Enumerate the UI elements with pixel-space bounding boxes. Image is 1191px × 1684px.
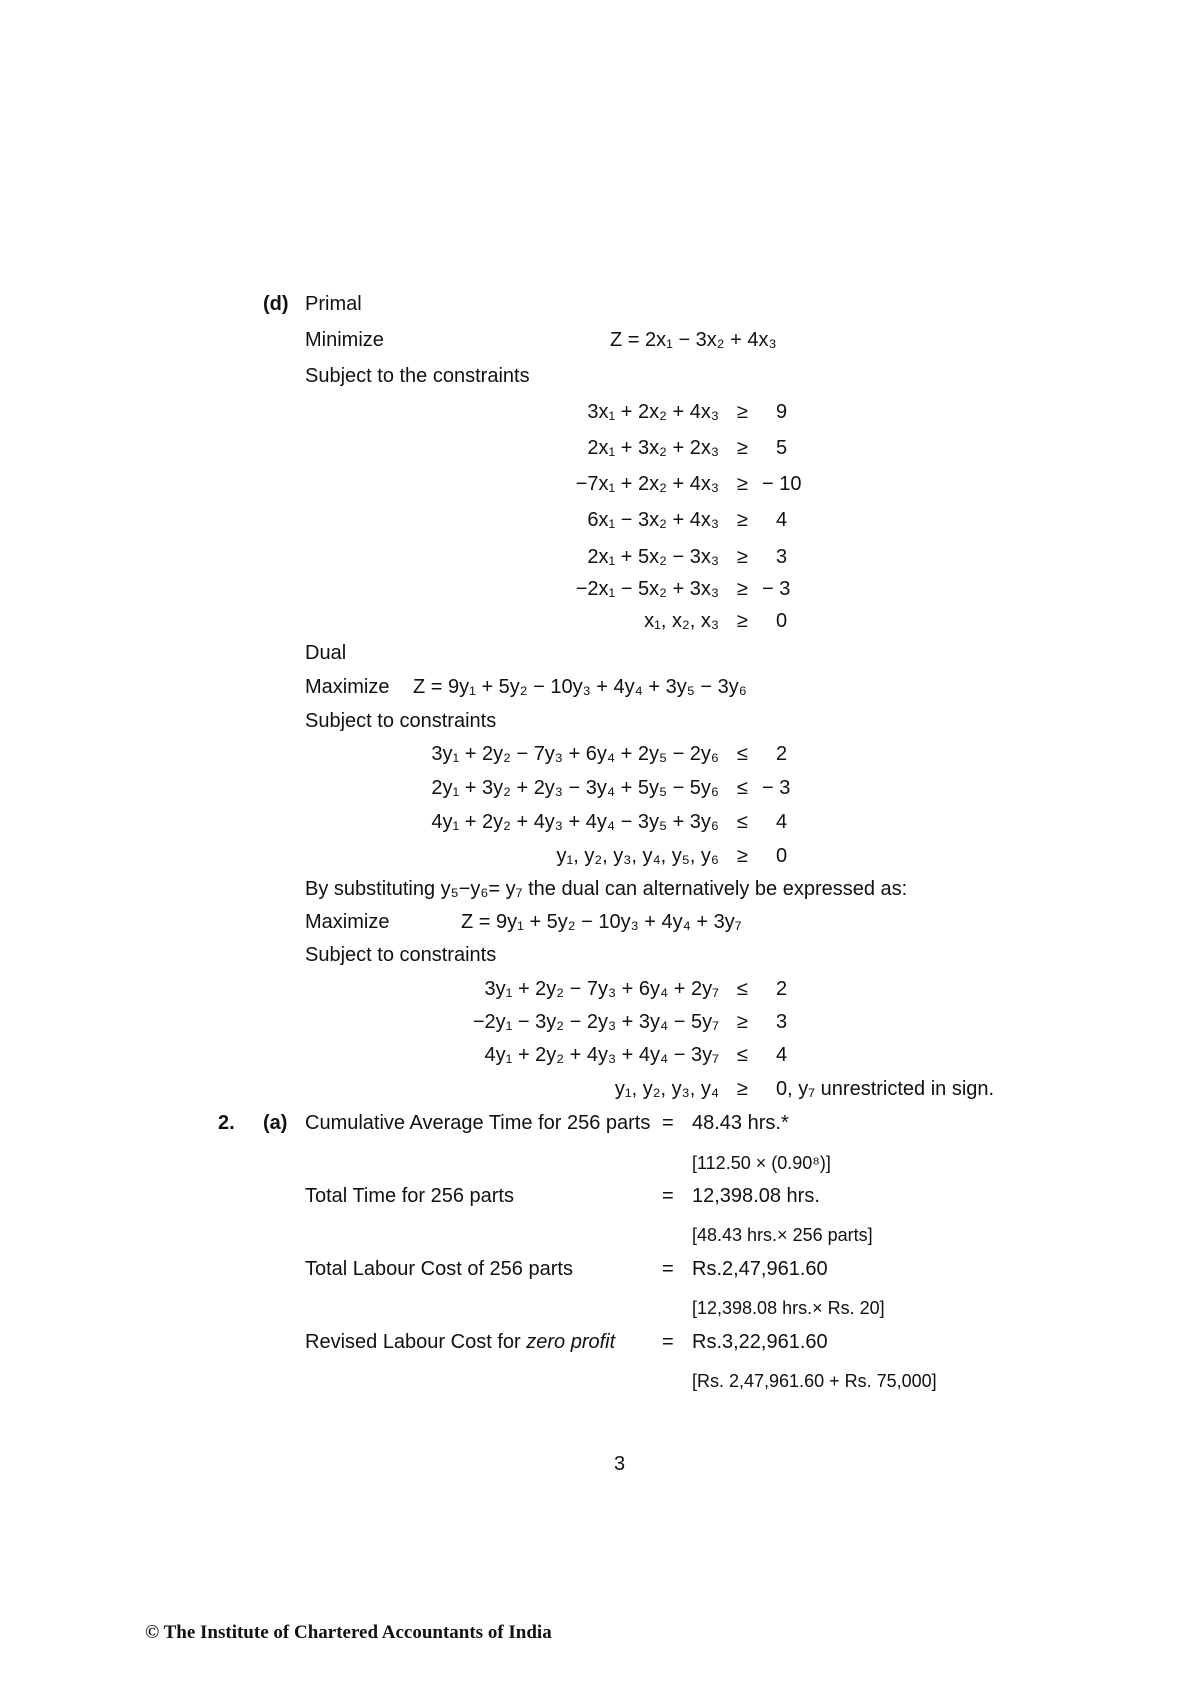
constraint-lhs: −7x₁ + 2x₂ + 4x₃ (575, 473, 719, 495)
row-note: [112.50 × (0.90⁸)] (692, 1153, 831, 1173)
row-note: [48.43 hrs.× 256 parts] (692, 1225, 873, 1245)
constraint-op: ≥ (737, 610, 748, 632)
constraint-lhs: 4y₁ + 2y₂ + 4y₃ + 4y₄ − 3y₇ (484, 1044, 719, 1066)
constraint-lhs: 4y₁ + 2y₂ + 4y₃ + 4y₄ − 3y₅ + 3y₆ (431, 811, 719, 833)
constraint-rhs: − 10 (762, 473, 802, 495)
constraint-op: ≤ (737, 743, 748, 765)
constraint-lhs: 3y₁ + 2y₂ − 7y₃ + 6y₄ + 2y₇ (484, 978, 719, 1000)
constraint-op: ≥ (737, 437, 748, 459)
constraint-rhs: 9 (776, 401, 788, 423)
constraint-rhs: 4 (776, 1044, 788, 1066)
maximize-label: Maximize (305, 911, 390, 933)
constraint-lhs: −2y₁ − 3y₂ − 2y₃ + 3y₄ − 5y₇ (472, 1011, 719, 1033)
constraint-lhs: 3y₁ + 2y₂ − 7y₃ + 6y₄ + 2y₅ − 2y₆ (431, 743, 719, 765)
subject-to-constraints: Subject to constraints (305, 710, 497, 732)
constraint-lhs: x₁, x₂, x₃ (644, 610, 719, 632)
equals-sign: = (662, 1258, 674, 1280)
constraint-op: ≤ (737, 811, 748, 833)
constraint-lhs: 6x₁ − 3x₂ + 4x₃ (587, 509, 719, 531)
constraint-rhs: 4 (776, 509, 788, 531)
constraint-op: ≥ (737, 1078, 748, 1100)
constraint-lhs: −2x₁ − 5x₂ + 3x₃ (575, 578, 719, 600)
page-number: 3 (614, 1453, 626, 1475)
footer-copyright: © The Institute of Chartered Accountants of India (145, 1622, 552, 1643)
constraint-rhs: 0 (776, 845, 788, 867)
row-label: Total Labour Cost of 256 parts (305, 1258, 573, 1280)
row-label-italic: zero profit (526, 1331, 616, 1353)
row-label-prefix: Revised Labour Cost for (305, 1331, 527, 1353)
dual-heading: Dual (305, 642, 347, 664)
equals-sign: = (662, 1331, 674, 1353)
question-number: 2. (218, 1112, 235, 1134)
constraint-op: ≤ (737, 777, 748, 799)
constraint-op: ≥ (737, 1011, 748, 1033)
constraint-lhs: 2y₁ + 3y₂ + 2y₃ − 3y₄ + 5y₅ − 5y₆ (431, 777, 719, 799)
constraint-rhs: 2 (776, 743, 788, 765)
alt-objective: Z = 9y₁ + 5y₂ − 10y₃ + 4y₄ + 3y₇ (461, 911, 742, 933)
row-label: Cumulative Average Time for 256 parts (305, 1112, 651, 1134)
equals-sign: = (662, 1112, 674, 1134)
row-label: Total Time for 256 parts (305, 1185, 514, 1207)
row-label (305, 1330, 615, 1354)
constraint-rhs: 0, y₇ unrestricted in sign. (776, 1078, 995, 1100)
constraint-lhs: 2x₁ + 3x₂ + 2x₃ (587, 437, 719, 459)
constraint-op: ≤ (737, 978, 748, 1000)
row-value: 48.43 hrs.* (692, 1112, 789, 1134)
maximize-label: Maximize (305, 676, 390, 698)
constraint-rhs: 4 (776, 811, 788, 833)
constraint-rhs: 0 (776, 610, 788, 632)
constraint-op: ≥ (737, 546, 748, 568)
section-label-a: (a) (263, 1112, 288, 1134)
constraint-lhs: 2x₁ + 5x₂ − 3x₃ (587, 546, 719, 568)
constraint-lhs: y₁, y₂, y₃, y₄, y₅, y₆ (556, 845, 719, 867)
row-value: 12,398.08 hrs. (692, 1185, 820, 1207)
row-note: [Rs. 2,47,961.60 + Rs. 75,000] (692, 1371, 937, 1391)
dual-objective: Z = 9y₁ + 5y₂ − 10y₃ + 4y₄ + 3y₅ − 3y₆ (413, 676, 747, 698)
constraint-rhs: 3 (776, 546, 788, 568)
minimize-label: Minimize (305, 329, 384, 351)
substitution-text: By substituting y₅−y₆= y₇ the dual can alternatively be expressed as: (305, 878, 908, 900)
row-value: Rs.2,47,961.60 (692, 1258, 828, 1280)
section-label-d: (d) (263, 293, 289, 315)
constraint-rhs: 2 (776, 978, 788, 1000)
constraint-op: ≥ (737, 578, 748, 600)
constraint-op: ≥ (737, 473, 748, 495)
constraint-rhs: 3 (776, 1011, 788, 1033)
primal-heading: Primal (305, 293, 362, 315)
subject-to-constraints: Subject to the constraints (305, 365, 530, 387)
constraint-lhs: 3x₁ + 2x₂ + 4x₃ (587, 401, 719, 423)
constraint-op: ≤ (737, 1044, 748, 1066)
subject-to-constraints: Subject to constraints (305, 944, 497, 966)
row-note: [12,398.08 hrs.× Rs. 20] (692, 1298, 885, 1318)
equals-sign: = (662, 1185, 674, 1207)
constraint-op: ≥ (737, 845, 748, 867)
constraint-rhs: 5 (776, 437, 788, 459)
constraint-lhs: y₁, y₂, y₃, y₄ (614, 1078, 719, 1100)
primal-objective: Z = 2x₁ − 3x₂ + 4x₃ (610, 329, 777, 351)
constraint-op: ≥ (737, 509, 748, 531)
constraint-rhs: − 3 (762, 777, 791, 799)
row-value: Rs.3,22,961.60 (692, 1331, 828, 1353)
constraint-op: ≥ (737, 401, 748, 423)
constraint-rhs: − 3 (762, 578, 791, 600)
